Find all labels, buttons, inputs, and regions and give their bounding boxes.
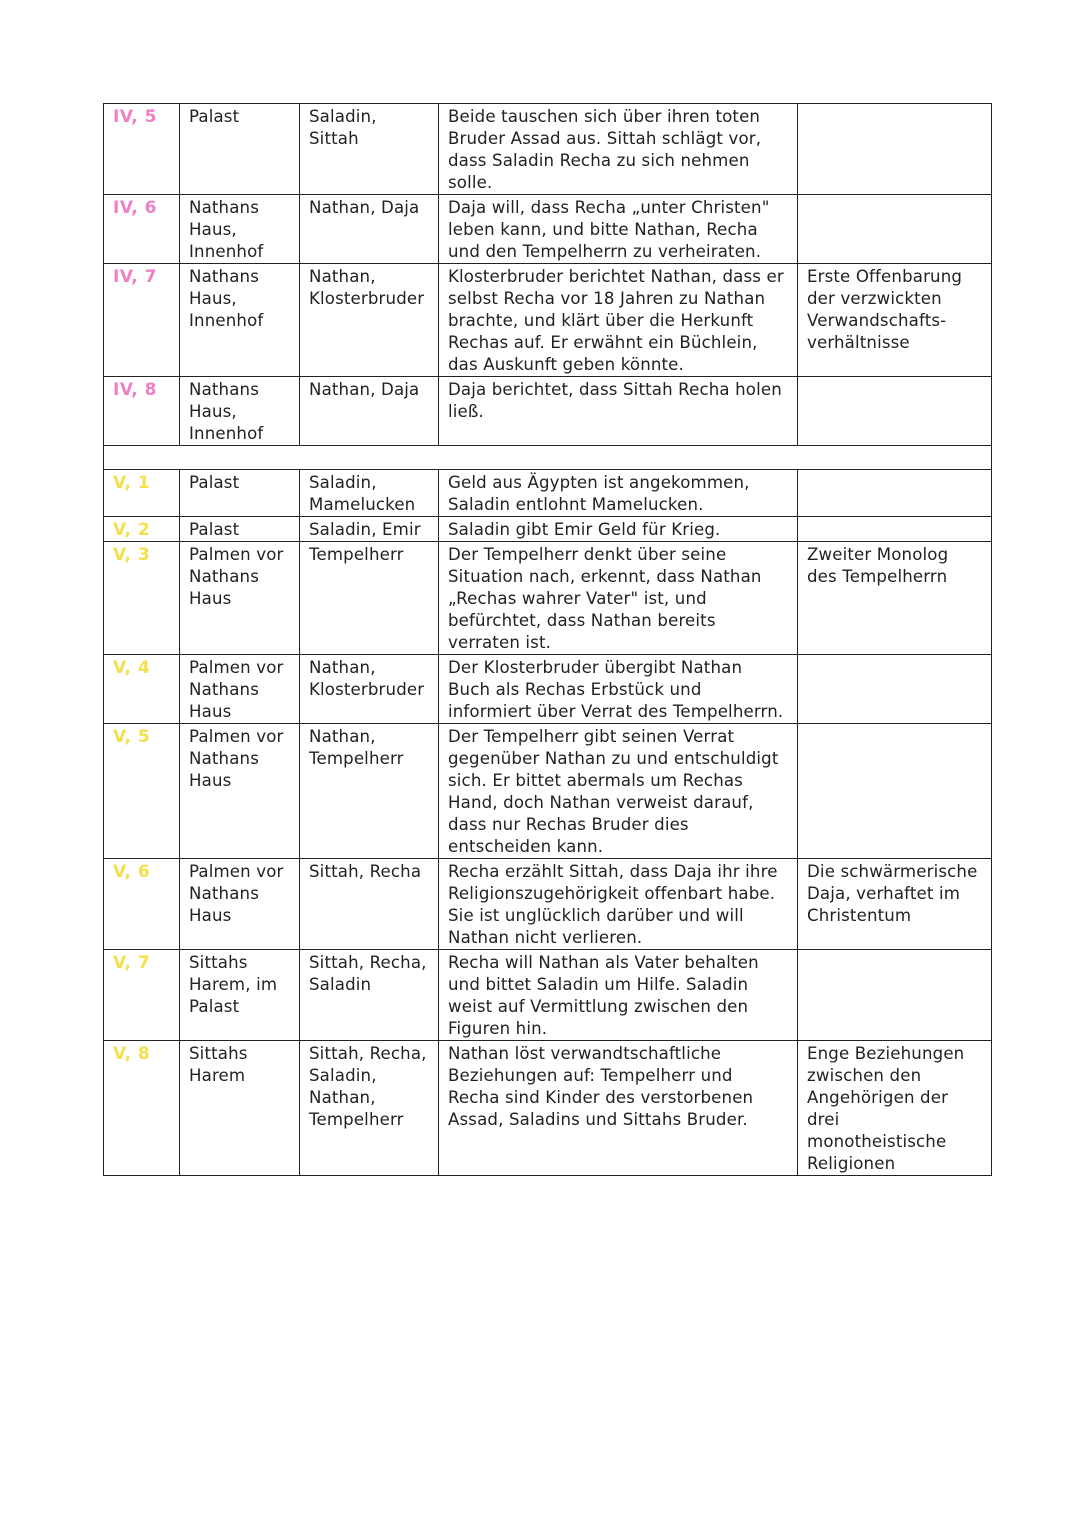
table-row <box>104 859 992 950</box>
scene-place: Sittahs Harem, im Palast <box>180 950 300 1041</box>
scene-content: Saladin gibt Emir Geld für Krieg. <box>439 517 798 542</box>
scene-persons: Nathan, Daja <box>300 377 439 446</box>
scene-note <box>798 724 992 859</box>
scene-persons: Sittah, Recha, Saladin, Nathan, Tempelherr <box>300 1041 439 1176</box>
scene-place: Palast <box>180 104 300 195</box>
scene-number: IV, 8 <box>104 377 180 446</box>
table-row <box>104 104 992 195</box>
scene-content: Der Klosterbruder übergibt Nathan Buch als Rechas Erbstück und informiert über Verrat des Tempelherrn. <box>439 655 798 724</box>
table-row <box>104 655 992 724</box>
scene-number: V, 6 <box>104 859 180 950</box>
scene-persons: Sittah, Recha <box>300 859 439 950</box>
scene-note: Die schwärmerische Daja, verhaftet im Christentum <box>798 859 992 950</box>
scene-note: Zweiter Monolog des Tempelherrn <box>798 542 992 655</box>
table-row <box>104 1041 992 1176</box>
scene-number: V, 7 <box>104 950 180 1041</box>
table-row <box>104 195 992 264</box>
scene-content: Recha erzählt Sittah, dass Daja ihr ihre Religionszugehörigkeit offenbart habe. Sie ist unglücklich darüber und will Nathan nicht verlieren. <box>439 859 798 950</box>
scene-content: Daja will, dass Recha „unter Christen" leben kann, und bitte Nathan, Recha und den Tempelherrn zu verheiraten. <box>439 195 798 264</box>
scene-place: Nathans Haus, Innenhof <box>180 195 300 264</box>
scene-note: Enge Beziehungen zwischen den Angehörigen der drei monotheistische Religionen <box>798 1041 992 1176</box>
scene-number: V, 4 <box>104 655 180 724</box>
table-row <box>104 377 992 446</box>
scene-persons: Saladin, Mamelucken <box>300 470 439 517</box>
scene-number: V, 2 <box>104 517 180 542</box>
scene-content: Beide tauschen sich über ihren toten Bruder Assad aus. Sittah schlägt vor, dass Saladin Recha zu sich nehmen solle. <box>439 104 798 195</box>
table-row <box>104 470 992 517</box>
scene-persons: Nathan, Daja <box>300 195 439 264</box>
scene-note <box>798 470 992 517</box>
scene-note <box>798 377 992 446</box>
scene-place: Palmen vor Nathans Haus <box>180 859 300 950</box>
scene-place: Nathans Haus, Innenhof <box>180 377 300 446</box>
scene-table <box>103 103 992 1176</box>
scene-table-body <box>104 104 992 1176</box>
scene-persons: Nathan, Klosterbruder <box>300 655 439 724</box>
scene-place: Nathans Haus, Innenhof <box>180 264 300 377</box>
scene-persons: Saladin, Emir <box>300 517 439 542</box>
scene-persons: Nathan, Klosterbruder <box>300 264 439 377</box>
scene-number: IV, 7 <box>104 264 180 377</box>
scene-note <box>798 517 992 542</box>
table-row <box>104 724 992 859</box>
scene-number: IV, 5 <box>104 104 180 195</box>
scene-content: Der Tempelherr denkt über seine Situation nach, erkennt, dass Nathan „Rechas wahrer Vater" ist, und befürchtet, dass Nathan bereits verraten ist. <box>439 542 798 655</box>
scene-place: Palmen vor Nathans Haus <box>180 655 300 724</box>
scene-note <box>798 655 992 724</box>
scene-number: IV, 6 <box>104 195 180 264</box>
scene-place: Sittahs Harem <box>180 1041 300 1176</box>
scene-number: V, 1 <box>104 470 180 517</box>
scene-number: V, 8 <box>104 1041 180 1176</box>
scene-number: V, 5 <box>104 724 180 859</box>
scene-note <box>798 104 992 195</box>
table-row <box>104 542 992 655</box>
scene-place: Palast <box>180 470 300 517</box>
scene-place: Palmen vor Nathans Haus <box>180 542 300 655</box>
scene-persons: Sittah, Recha, Saladin <box>300 950 439 1041</box>
scene-persons: Tempelherr <box>300 542 439 655</box>
table-row <box>104 264 992 377</box>
scene-content: Klosterbruder berichtet Nathan, dass er selbst Recha vor 18 Jahren zu Nathan brachte, und klärt über die Herkunft Rechas auf. Er erwähnt ein Büchlein, das Auskunft geben könnte. <box>439 264 798 377</box>
act-separator-row <box>104 446 992 470</box>
scene-note <box>798 195 992 264</box>
scene-content: Der Tempelherr gibt seinen Verrat gegenüber Nathan zu und entschuldigt sich. Er bittet abermals um Rechas Hand, doch Nathan verweist darauf, dass nur Rechas Bruder dies entscheiden kann. <box>439 724 798 859</box>
scene-persons: Nathan, Tempelherr <box>300 724 439 859</box>
scene-note <box>798 950 992 1041</box>
scene-place: Palmen vor Nathans Haus <box>180 724 300 859</box>
scene-note: Erste Offenbarung der verzwickten Verwandschafts-verhältnisse <box>798 264 992 377</box>
act-separator <box>104 446 992 470</box>
scene-content: Nathan löst verwandtschaftliche Beziehungen auf: Tempelherr und Recha sind Kinder des verstorbenen Assad, Saladins und Sittahs Bruder. <box>439 1041 798 1176</box>
scene-content: Recha will Nathan als Vater behalten und bittet Saladin um Hilfe. Saladin weist auf Vermittlung zwischen den Figuren hin. <box>439 950 798 1041</box>
scene-number: V, 3 <box>104 542 180 655</box>
scene-content: Daja berichtet, dass Sittah Recha holen ließ. <box>439 377 798 446</box>
scene-place: Palast <box>180 517 300 542</box>
table-row <box>104 517 992 542</box>
table-row <box>104 950 992 1041</box>
scene-content: Geld aus Ägypten ist angekommen, Saladin entlohnt Mamelucken. <box>439 470 798 517</box>
scene-persons: Saladin, Sittah <box>300 104 439 195</box>
